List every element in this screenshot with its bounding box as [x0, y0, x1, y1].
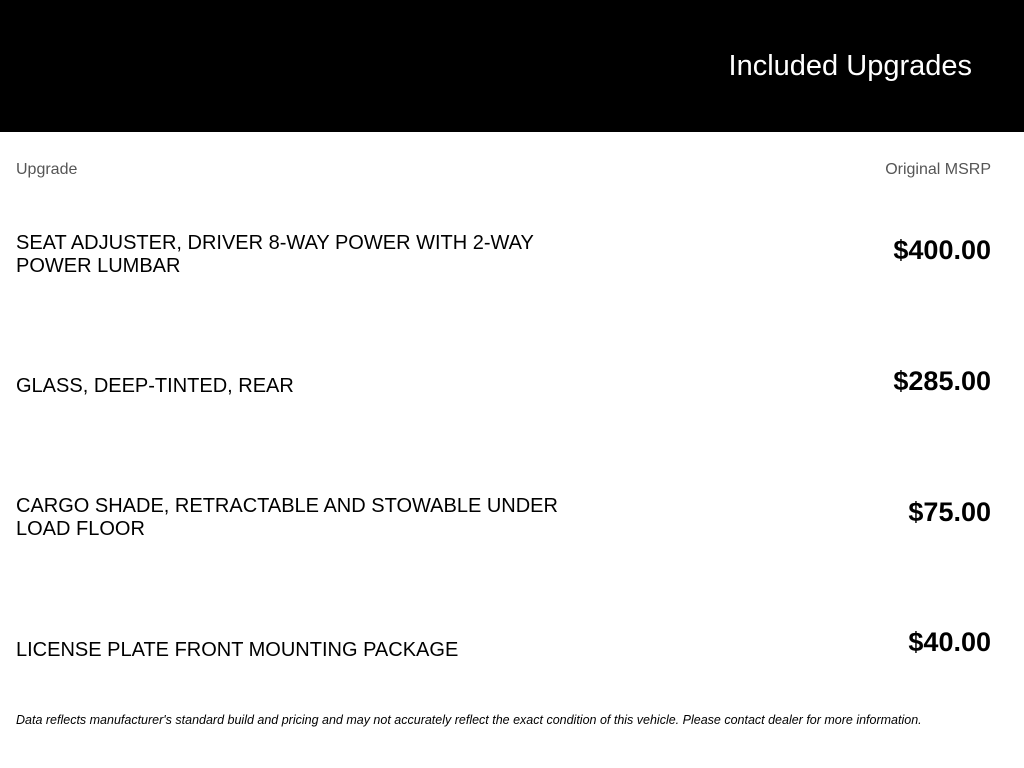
upgrade-price: $75.00 [908, 497, 991, 527]
upgrade-name: LICENSE PLATE FRONT MOUNTING PACKAGE [16, 639, 459, 661]
upgrade-price: $400.00 [893, 235, 991, 265]
upgrade-name: CARGO SHADE, RETRACTABLE AND STOWABLE UNDER LOAD FLOOR [16, 495, 558, 540]
page-header [0, 0, 1024, 132]
upgrade-name: SEAT ADJUSTER, DRIVER 8-WAY POWER WITH 2-WAY POWER LUMBAR [16, 232, 534, 277]
page-title: Included Upgrades [728, 50, 972, 82]
upgrade-price: $285.00 [893, 366, 991, 396]
msrp-column-header: Original MSRP [885, 161, 991, 178]
disclaimer-text: Data reflects manufacturer's standard build and pricing and may not accurately reflect the exact condition of this vehicle. Please contact dealer for more information. [16, 713, 922, 727]
upgrade-price: $40.00 [908, 627, 991, 657]
upgrade-name: GLASS, DEEP-TINTED, REAR [16, 375, 294, 397]
upgrade-column-header: Upgrade [16, 161, 78, 178]
